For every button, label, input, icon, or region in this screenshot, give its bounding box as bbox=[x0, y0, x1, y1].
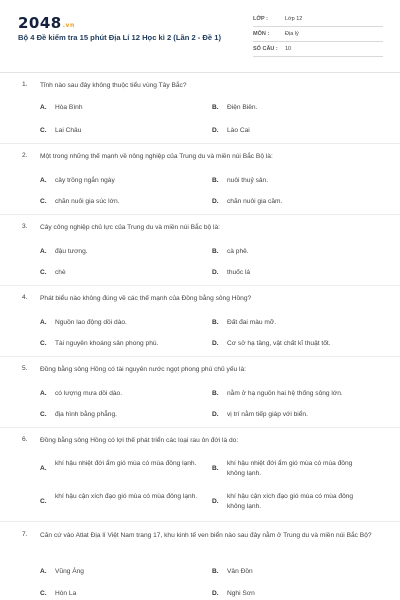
option-letter: D. bbox=[212, 498, 219, 505]
logo-tld: .vn bbox=[62, 22, 75, 29]
option-letter: C. bbox=[40, 411, 47, 418]
option-letter: A. bbox=[40, 177, 47, 184]
option-text: cây trồng ngắn ngày bbox=[55, 177, 115, 184]
question-text: Đồng bằng sông Hồng có lợi thế phát triển các loại rau ôn đới là do: bbox=[40, 437, 239, 444]
question-text: Tỉnh nào sau đây không thuộc tiểu vùng Tây Bắc? bbox=[40, 82, 187, 89]
option-text: có lượng mưa dồi dào. bbox=[55, 390, 123, 397]
option-text: khí hậu cận xích đạo gió mùa có mùa đông lạnh. bbox=[55, 493, 198, 500]
option-letter: C. bbox=[40, 340, 47, 347]
option-letter: C. bbox=[40, 269, 47, 276]
option-letter: A. bbox=[40, 568, 47, 575]
question-text: Một trong những thế mạnh về nông nghiệp của Trung du và miền núi Bắc Bộ là: bbox=[40, 153, 273, 160]
option-letter: B. bbox=[212, 248, 219, 255]
question-text: Phát biểu nào không đúng về các thế mạnh của Đồng bằng sông Hồng? bbox=[40, 295, 252, 302]
meta-label: MÔN : bbox=[253, 31, 270, 37]
option-letter: A. bbox=[40, 104, 47, 111]
option-text: chăn nuôi gia súc lớn. bbox=[55, 198, 120, 205]
option-letter: A. bbox=[40, 465, 47, 472]
question-number: 5. bbox=[22, 365, 28, 372]
question-number: 6. bbox=[22, 436, 28, 443]
option-letter: D. bbox=[212, 340, 219, 347]
option-text: nằm ở hạ nguồn hai hệ thống sông lớn. bbox=[227, 390, 343, 397]
question-divider bbox=[0, 356, 400, 357]
option-text: khí hậu nhiệt đới ẩm gió mùa có mùa đông lạnh. bbox=[55, 460, 197, 467]
question-text: Đồng bằng sông Hồng có tài nguyên nước ngọt phong phú chủ yếu là: bbox=[40, 366, 246, 373]
question-divider bbox=[0, 521, 400, 522]
option-text: Tài nguyên khoáng sản phong phú. bbox=[55, 340, 159, 347]
meta-row-question-count bbox=[253, 44, 383, 57]
option-letter: A. bbox=[40, 319, 47, 326]
question-number: 4. bbox=[22, 294, 28, 301]
option-text: Lào Cai bbox=[227, 127, 250, 134]
question-number: 2. bbox=[22, 152, 28, 159]
option-text: chăn nuôi gia cầm. bbox=[227, 198, 283, 205]
option-text: Điện Biên. bbox=[227, 104, 258, 111]
option-letter: C. bbox=[40, 127, 47, 134]
option-text: khí hậu nhiệt đới ẩm gió mùa có mùa đông không lạnh. bbox=[227, 460, 353, 477]
option-text: Vân Đồn bbox=[227, 568, 253, 575]
question-text: Căn cứ vào Atlat Địa lí Việt Nam trang 17, khu kinh tế ven biển nào sau đây nằm ở Trung du và miền núi Bắc Bộ? bbox=[40, 532, 372, 539]
option-text: cà phê. bbox=[227, 248, 249, 255]
question-divider bbox=[0, 427, 400, 428]
option-letter: C. bbox=[40, 498, 47, 505]
option-text: nuôi thuỷ sản. bbox=[227, 177, 269, 184]
option-letter: A. bbox=[40, 390, 47, 397]
option-text: Lai Châu bbox=[55, 127, 82, 134]
option-text: thuốc lá bbox=[227, 269, 251, 276]
meta-value: 10 bbox=[285, 46, 292, 52]
option-text: Nguồn lao động dồi dào. bbox=[55, 319, 127, 326]
meta-value: Lớp 12 bbox=[285, 16, 303, 22]
question-text: Cây công nghiệp chủ lực của Trung du và miền núi Bắc bộ là: bbox=[40, 224, 220, 231]
meta-value: Địa lý bbox=[285, 31, 299, 37]
option-letter: D. bbox=[212, 127, 219, 134]
logo-main: 2048 bbox=[18, 14, 62, 32]
option-text: Hòn La bbox=[55, 590, 77, 597]
option-text: chè bbox=[55, 269, 66, 276]
option-text: Đất đai màu mỡ. bbox=[227, 319, 277, 326]
question-number: 7. bbox=[22, 531, 28, 538]
option-letter: D. bbox=[212, 269, 219, 276]
option-letter: B. bbox=[212, 568, 219, 575]
question-number: 1. bbox=[22, 81, 28, 88]
question-divider bbox=[0, 285, 400, 286]
option-letter: B. bbox=[212, 104, 219, 111]
exam-meta bbox=[253, 14, 383, 59]
option-letter: B. bbox=[212, 177, 219, 184]
meta-row-subject bbox=[253, 29, 383, 42]
option-letter: C. bbox=[40, 590, 47, 597]
option-text: Hòa Bình bbox=[55, 104, 83, 111]
option-letter: D. bbox=[212, 198, 219, 205]
option-letter: D. bbox=[212, 590, 219, 597]
option-letter: A. bbox=[40, 248, 47, 255]
option-letter: C. bbox=[40, 198, 47, 205]
question-divider bbox=[0, 214, 400, 215]
meta-row-class bbox=[253, 14, 383, 27]
meta-label: LỚP : bbox=[253, 16, 268, 22]
question-divider bbox=[0, 143, 400, 144]
option-text: đậu tương. bbox=[55, 248, 88, 255]
exam-title: Bộ 4 Đề kiểm tra 15 phút Địa Lí 12 Học kì 2 (Lần 2 - Đề 1) bbox=[18, 33, 221, 42]
option-text: Nghi Sơn bbox=[227, 590, 255, 597]
option-letter: B. bbox=[212, 465, 219, 472]
question-number: 3. bbox=[22, 223, 28, 230]
exam-header bbox=[0, 0, 400, 70]
option-text: địa hình bằng phẳng. bbox=[55, 411, 117, 418]
meta-label: SỐ CÂU : bbox=[253, 46, 278, 52]
option-text: vị trí nằm tiếp giáp với biển. bbox=[227, 411, 308, 418]
site-logo[interactable] bbox=[18, 14, 75, 32]
option-text: Vũng Áng bbox=[55, 568, 84, 575]
option-text: Cơ sở hạ tầng, vật chất kĩ thuật tốt. bbox=[227, 340, 331, 347]
option-letter: D. bbox=[212, 411, 219, 418]
header-divider bbox=[0, 72, 400, 73]
option-text: khí hậu cận xích đạo gió mùa có mùa đông không lạnh. bbox=[227, 493, 354, 510]
option-letter: B. bbox=[212, 390, 219, 397]
option-letter: B. bbox=[212, 319, 219, 326]
